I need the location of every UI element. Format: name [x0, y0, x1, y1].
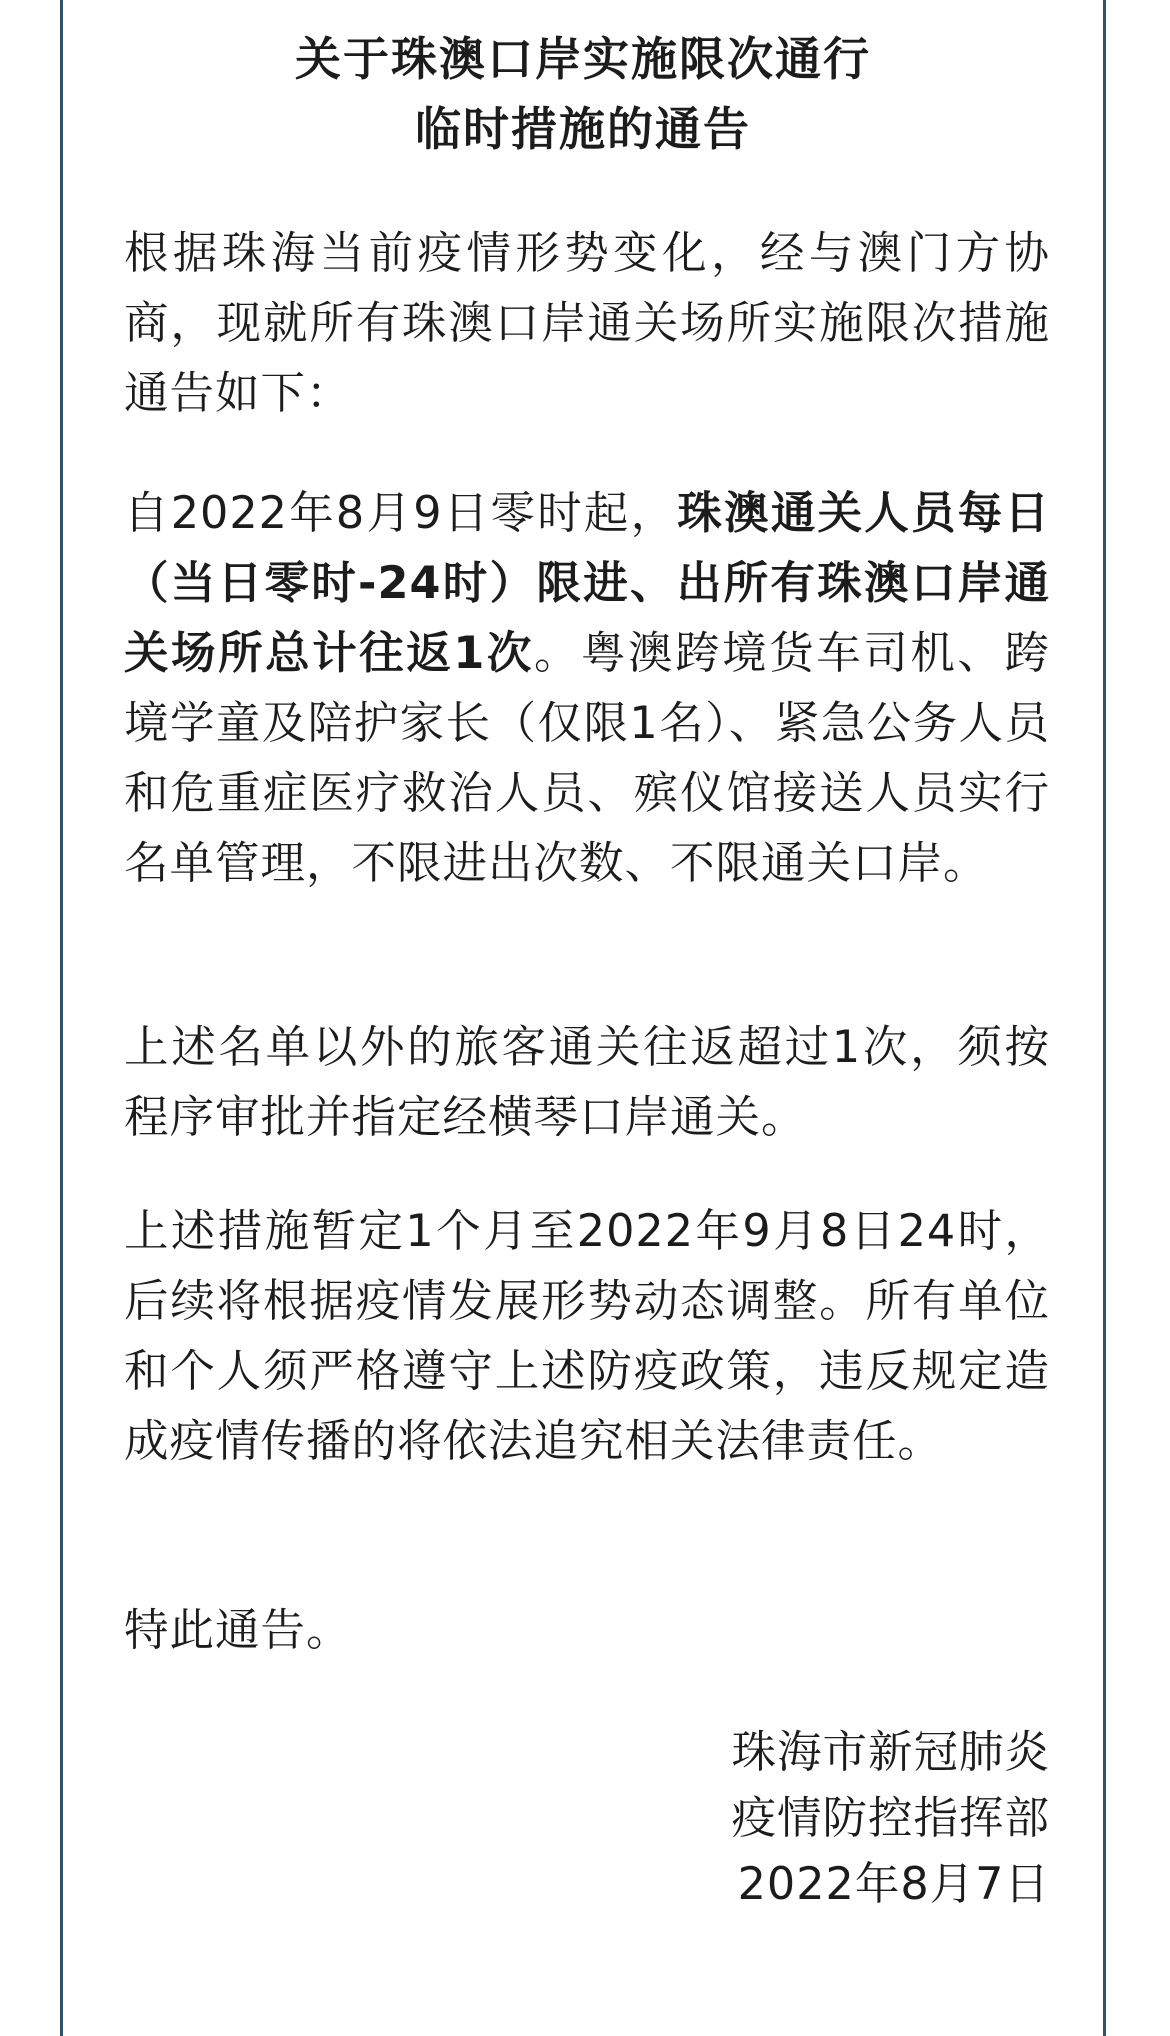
paragraph-measure [124, 479, 1050, 899]
measure-start-date: 自2022年8月9日零时起， [124, 488, 678, 539]
title-line-2: 临时措施的通告 [415, 102, 751, 156]
paragraph-duration: 上述措施暂定1个月至2022年9月8日24时，后续将根据疫情发展形势动态调整。所有单位和个人须严格遵守上述防疫政策，违反规定造成疫情传播的将依法追究相关法律责任。 [124, 1206, 1050, 1467]
signature-org-line-2: 疫情防控指挥部 [731, 1793, 1050, 1844]
signature-org-line-1: 珠海市新冠肺炎 [731, 1727, 1050, 1778]
signature-date: 2022年8月7日 [737, 1859, 1050, 1910]
signature-block [731, 1720, 1050, 1918]
notice-title [60, 24, 1106, 164]
measure-limit-bold: 珠澳通关人员每日（当日零时-24时）限进、出所有珠澳口岸通关场所总计往返1次 [124, 488, 1050, 679]
paragraph-closing: 特此通告。 [124, 1605, 352, 1656]
paragraph-intro: 根据珠海当前疫情形势变化，经与澳门方协商，现就所有珠澳口岸通关场所实施限次措施通告如下： [124, 228, 1050, 419]
title-line-1: 关于珠澳口岸实施限次通行 [295, 32, 871, 86]
measure-exemptions: 。粤澳跨境货车司机、跨境学童及陪护家长（仅限1名）、紧急公务人员和危重症医疗救治人员、殡仪馆接送人员实行名单管理，不限进出次数、不限通关口岸。 [124, 628, 1050, 889]
paragraph-extra-trips: 上述名单以外的旅客通关往返超过1次，须按程序审批并指定经横琴口岸通关。 [124, 1022, 1050, 1143]
